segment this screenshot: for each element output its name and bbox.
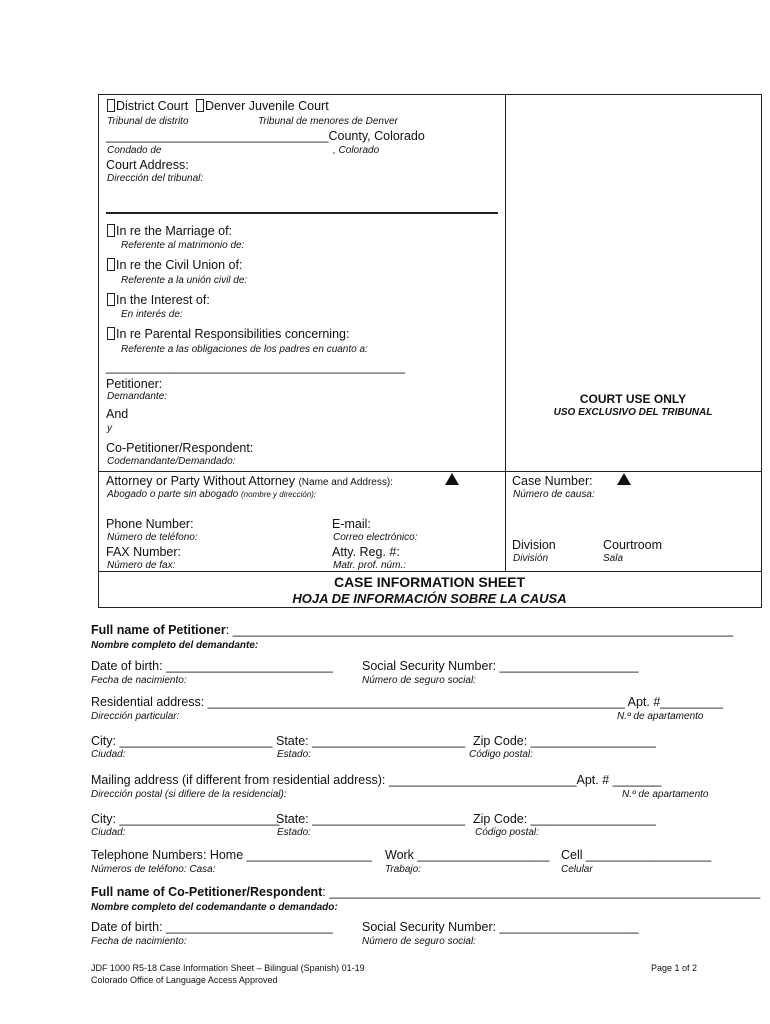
residential-address-es: Dirección particular: <box>91 711 180 722</box>
and-es: y <box>107 423 112 434</box>
marriage-es: Referente al matrimonio de: <box>121 240 245 251</box>
interest-option[interactable]: In the Interest of: <box>107 293 210 307</box>
party-name-line[interactable]: ___________________________________________ <box>106 360 405 374</box>
copetitioner-name-label: Full name of Co-Petitioner/Respondent <box>91 885 323 899</box>
copetitioner-name-field[interactable] <box>91 885 760 899</box>
attorney-label-row <box>106 474 393 488</box>
reg-label: Atty. Reg. #: <box>332 545 400 559</box>
court-use-title-es: USO EXCLUSIVO DEL TRIBUNAL <box>553 407 713 418</box>
zip2-field[interactable]: Zip Code: __________________ <box>473 812 656 826</box>
city-es: Ciudad: <box>91 749 126 760</box>
city2-es: Ciudad: <box>91 827 126 838</box>
court-address-es: Dirección del tribunal: <box>107 173 204 184</box>
juvenile-court-checkbox[interactable] <box>196 99 204 112</box>
caption-divider-vertical <box>505 94 506 571</box>
footer-page-number: Page 1 of 2 <box>651 963 698 973</box>
ssn2-field[interactable]: Social Security Number: ____________________ <box>362 920 639 934</box>
footer-approval: Colorado Office of Language Access Approved <box>91 975 278 985</box>
civil-union-option[interactable]: In re the Civil Union of: <box>107 258 242 272</box>
zip2-es: Código postal: <box>475 827 539 838</box>
tel-cell-field[interactable]: Cell __________________ <box>561 848 712 862</box>
dob-field[interactable]: Date of birth: ________________________ <box>91 659 333 673</box>
attorney-label-es: Abogado o parte sin abogado <box>107 489 239 500</box>
petitioner-name-label: Full name of Petitioner <box>91 623 226 637</box>
and-label: And <box>106 407 129 421</box>
phone-es: Número de teléfono: <box>107 532 198 543</box>
copetitioner-es: Codemandante/Demandado: <box>107 456 236 467</box>
attorney-label: Attorney or Party Without Attorney <box>106 474 295 488</box>
petitioner-es: Demandante: <box>107 391 168 402</box>
ssn-es: Número de seguro social: <box>362 675 476 686</box>
state2-field[interactable]: State: ______________________ <box>276 812 466 826</box>
zip-field[interactable]: Zip Code: __________________ <box>473 734 656 748</box>
mailing-address-es: Dirección postal (si difiere de la residencial): <box>91 789 287 800</box>
fax-es: Número de fax: <box>107 560 176 571</box>
copetitioner-label: Co-Petitioner/Respondent: <box>106 441 254 455</box>
tel-home-es: Números de teléfono: Casa: <box>91 864 216 875</box>
attorney-label-small: (Name and Address): <box>298 477 393 488</box>
court-use-title: COURT USE ONLY <box>579 392 687 406</box>
tel-home-field[interactable]: Telephone Numbers: Home __________________ <box>91 848 372 862</box>
district-court-es: Tribunal de distrito <box>107 116 189 127</box>
petitioner-label: Petitioner: <box>106 377 163 391</box>
division-label: Division <box>512 538 556 552</box>
parental-es: Referente a las obligaciones de los padres en cuanto a: <box>121 344 368 355</box>
marriage-checkbox[interactable] <box>107 224 115 237</box>
civil-union-checkbox[interactable] <box>107 258 115 271</box>
title-top-line <box>98 571 761 572</box>
juvenile-court-es: Tribunal de menores de Denver <box>258 116 398 127</box>
ssn-field[interactable]: Social Security Number: ____________________ <box>362 659 639 673</box>
page-title: CASE INFORMATION SHEET <box>333 574 526 590</box>
page-title-es: HOJA DE INFORMACIÓN SOBRE LA CAUSA <box>292 591 567 606</box>
fax-label: FAX Number: <box>106 545 182 559</box>
copetitioner-name-line: : ______________________________________________________________ <box>322 885 761 899</box>
phone-label: Phone Number: <box>106 517 194 531</box>
parental-option[interactable]: In re Parental Responsibilities concerning: <box>107 327 349 341</box>
county-es-right: , Colorado <box>333 145 380 156</box>
district-court-checkbox[interactable] <box>107 99 115 112</box>
ssn2-es: Número de seguro social: <box>362 936 476 947</box>
interest-es: En interés de: <box>121 309 183 320</box>
tel-cell-es: Celular <box>561 864 593 875</box>
case-number-es: Número de causa: <box>513 489 595 500</box>
copetitioner-name-es: Nombre completo del codemandante o demandado: <box>91 902 338 913</box>
up-triangle-icon <box>445 473 459 485</box>
parental-checkbox[interactable] <box>107 327 115 340</box>
state-es: Estado: <box>277 749 311 760</box>
division-es: División <box>513 553 549 564</box>
state-field[interactable]: State: ______________________ <box>276 734 466 748</box>
dob2-es: Fecha de nacimiento: <box>91 936 187 947</box>
residential-address-field[interactable]: Residential address: ____________________________________________________________ Apt. #_________ <box>91 695 723 709</box>
marriage-option[interactable]: In re the Marriage of: <box>107 224 232 238</box>
mailing-apt-es: N.º de apartamento <box>622 789 709 800</box>
attorney-label-es-row <box>107 489 316 500</box>
email-label: E-mail: <box>332 517 371 531</box>
court-address-label: Court Address: <box>106 158 189 172</box>
interest-checkbox[interactable] <box>107 293 115 306</box>
district-court-option[interactable]: District Court <box>107 99 188 113</box>
civil-union-es: Referente a la unión civil de: <box>121 275 248 286</box>
tel-work-es: Trabajo: <box>385 864 421 875</box>
petitioner-name-line: : ________________________________________________________________________ <box>225 623 734 637</box>
case-number-label: Case Number: <box>512 474 593 488</box>
dob-es: Fecha de nacimiento: <box>91 675 187 686</box>
reg-es: Matr. prof. núm.: <box>333 560 406 571</box>
courtroom-es: Sala <box>603 553 624 564</box>
tel-work-field[interactable]: Work ___________________ <box>385 848 550 862</box>
mailing-address-field[interactable]: Mailing address (if different from residential address): ___________________________Apt. # _______ <box>91 773 662 787</box>
attorney-label-es-small: (nombre y dirección): <box>241 490 317 499</box>
up-triangle-icon <box>617 473 631 485</box>
dob2-field[interactable]: Date of birth: ________________________ <box>91 920 333 934</box>
apt-es: N.º de apartamento <box>617 711 704 722</box>
petitioner-name-es: Nombre completo del demandante: <box>91 640 259 651</box>
state2-es: Estado: <box>277 827 311 838</box>
county-field[interactable]: ________________________________County, Colorado <box>106 129 425 143</box>
zip-es: Código postal: <box>469 749 533 760</box>
footer-form-id: JDF 1000 R5-18 Case Information Sheet – Bilingual (Spanish) 01-19 <box>91 963 365 973</box>
party-separator-line <box>106 212 498 214</box>
email-es: Correo electrónico: <box>333 532 418 543</box>
city-field[interactable]: City: ______________________ <box>91 734 273 748</box>
attorney-top-line <box>98 471 761 472</box>
juvenile-court-option[interactable]: Denver Juvenile Court <box>196 99 329 113</box>
petitioner-name-field[interactable] <box>91 623 733 637</box>
county-es: Condado de <box>107 145 162 156</box>
courtroom-label: Courtroom <box>603 538 663 552</box>
city2-field[interactable]: City: _______________________ <box>91 812 280 826</box>
